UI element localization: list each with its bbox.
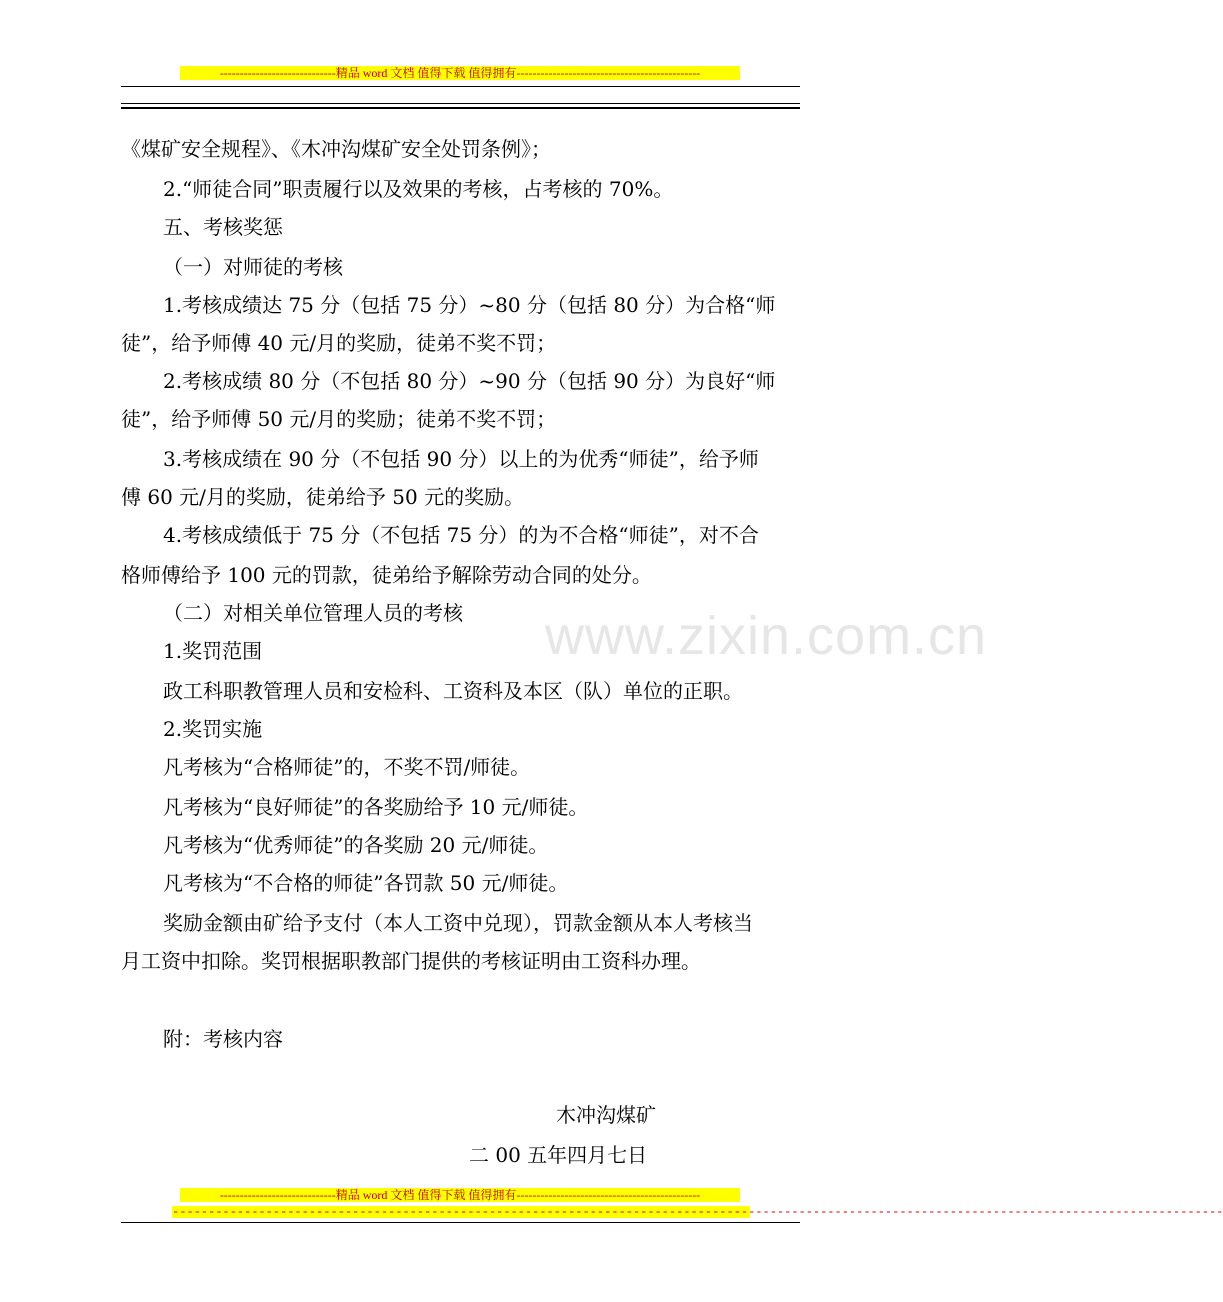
- body-line: 凡考核为“合格师徒”的，不奖不罚/师徒。: [163, 755, 531, 779]
- header-rule-lower: [121, 107, 800, 109]
- watermark: www.zixin.com.cn: [545, 606, 988, 666]
- body-line: 徒”，给予师傅 50 元/月的奖励；徒弟不奖不罚；: [121, 407, 557, 431]
- footer-rule: [121, 1222, 800, 1223]
- footer-dash-line: --------------------------------------------------------------------------------------------------------------------------------------------------: [172, 1205, 1223, 1219]
- body-line: 2.奖罚实施: [163, 717, 263, 741]
- body-line: 格师傅给予 100 元的罚款，徒弟给予解除劳动合同的处分。: [121, 563, 652, 587]
- subsection-heading: （二）对相关单位管理人员的考核: [163, 601, 463, 625]
- body-line: 凡考核为“良好师徒”的各奖励给予 10 元/师徒。: [163, 795, 589, 819]
- subsection-heading: （一）对师徒的考核: [163, 255, 343, 279]
- body-line: 1.考核成绩达 75 分（包括 75 分）~80 分（包括 80 分）为合格“师: [163, 293, 776, 317]
- header-rule-thin: [121, 86, 800, 87]
- body-line: 凡考核为“优秀师徒”的各奖励 20 元/师徒。: [163, 833, 549, 857]
- header-banner: -----------------------------精品 word 文档 值得下载 值得拥有----------------------------------------------: [180, 66, 740, 80]
- signature-org: 木冲沟煤矿: [556, 1103, 656, 1127]
- body-line: 4.考核成绩低于 75 分（不包括 75 分）的为不合格“师徒”，对不合: [163, 523, 759, 547]
- body-line: 徒”，给予师傅 40 元/月的奖励，徒弟不奖不罚；: [121, 331, 557, 355]
- header-rule-upper: [121, 103, 800, 104]
- body-line: 2.“师徒合同”职责履行以及效果的考核，占考核的 70%。: [163, 177, 674, 201]
- body-line: 奖励金额由矿给予支付（本人工资中兑现），罚款金额从本人考核当: [163, 911, 753, 935]
- signature-date: 二 00 五年四月七日: [469, 1143, 648, 1167]
- attachment-note: 附：考核内容: [163, 1027, 283, 1051]
- body-line: 凡考核为“不合格的师徒”各罚款 50 元/师徒。: [163, 871, 569, 895]
- body-line: 月工资中扣除。奖罚根据职教部门提供的考核证明由工资科办理。: [121, 949, 701, 973]
- body-line: 《煤矿安全规程》、《木冲沟煤矿安全处罚条例》；: [121, 137, 551, 161]
- footer-banner: -----------------------------精品 word 文档 值得下载 值得拥有----------------------------------------------: [180, 1188, 740, 1202]
- body-line: 2.考核成绩 80 分（不包括 80 分）~90 分（包括 90 分）为良好“师: [163, 369, 776, 393]
- body-line: 1.奖罚范围: [163, 639, 263, 663]
- body-line: 政工科职教管理人员和安检科、工资科及本区（队）单位的正职。: [163, 679, 743, 703]
- body-line: 3.考核成绩在 90 分（不包括 90 分）以上的为优秀“师徒”，给予师: [163, 447, 759, 471]
- section-heading: 五、考核奖惩: [163, 215, 283, 239]
- body-line: 傅 60 元/月的奖励，徒弟给予 50 元的奖励。: [121, 485, 525, 509]
